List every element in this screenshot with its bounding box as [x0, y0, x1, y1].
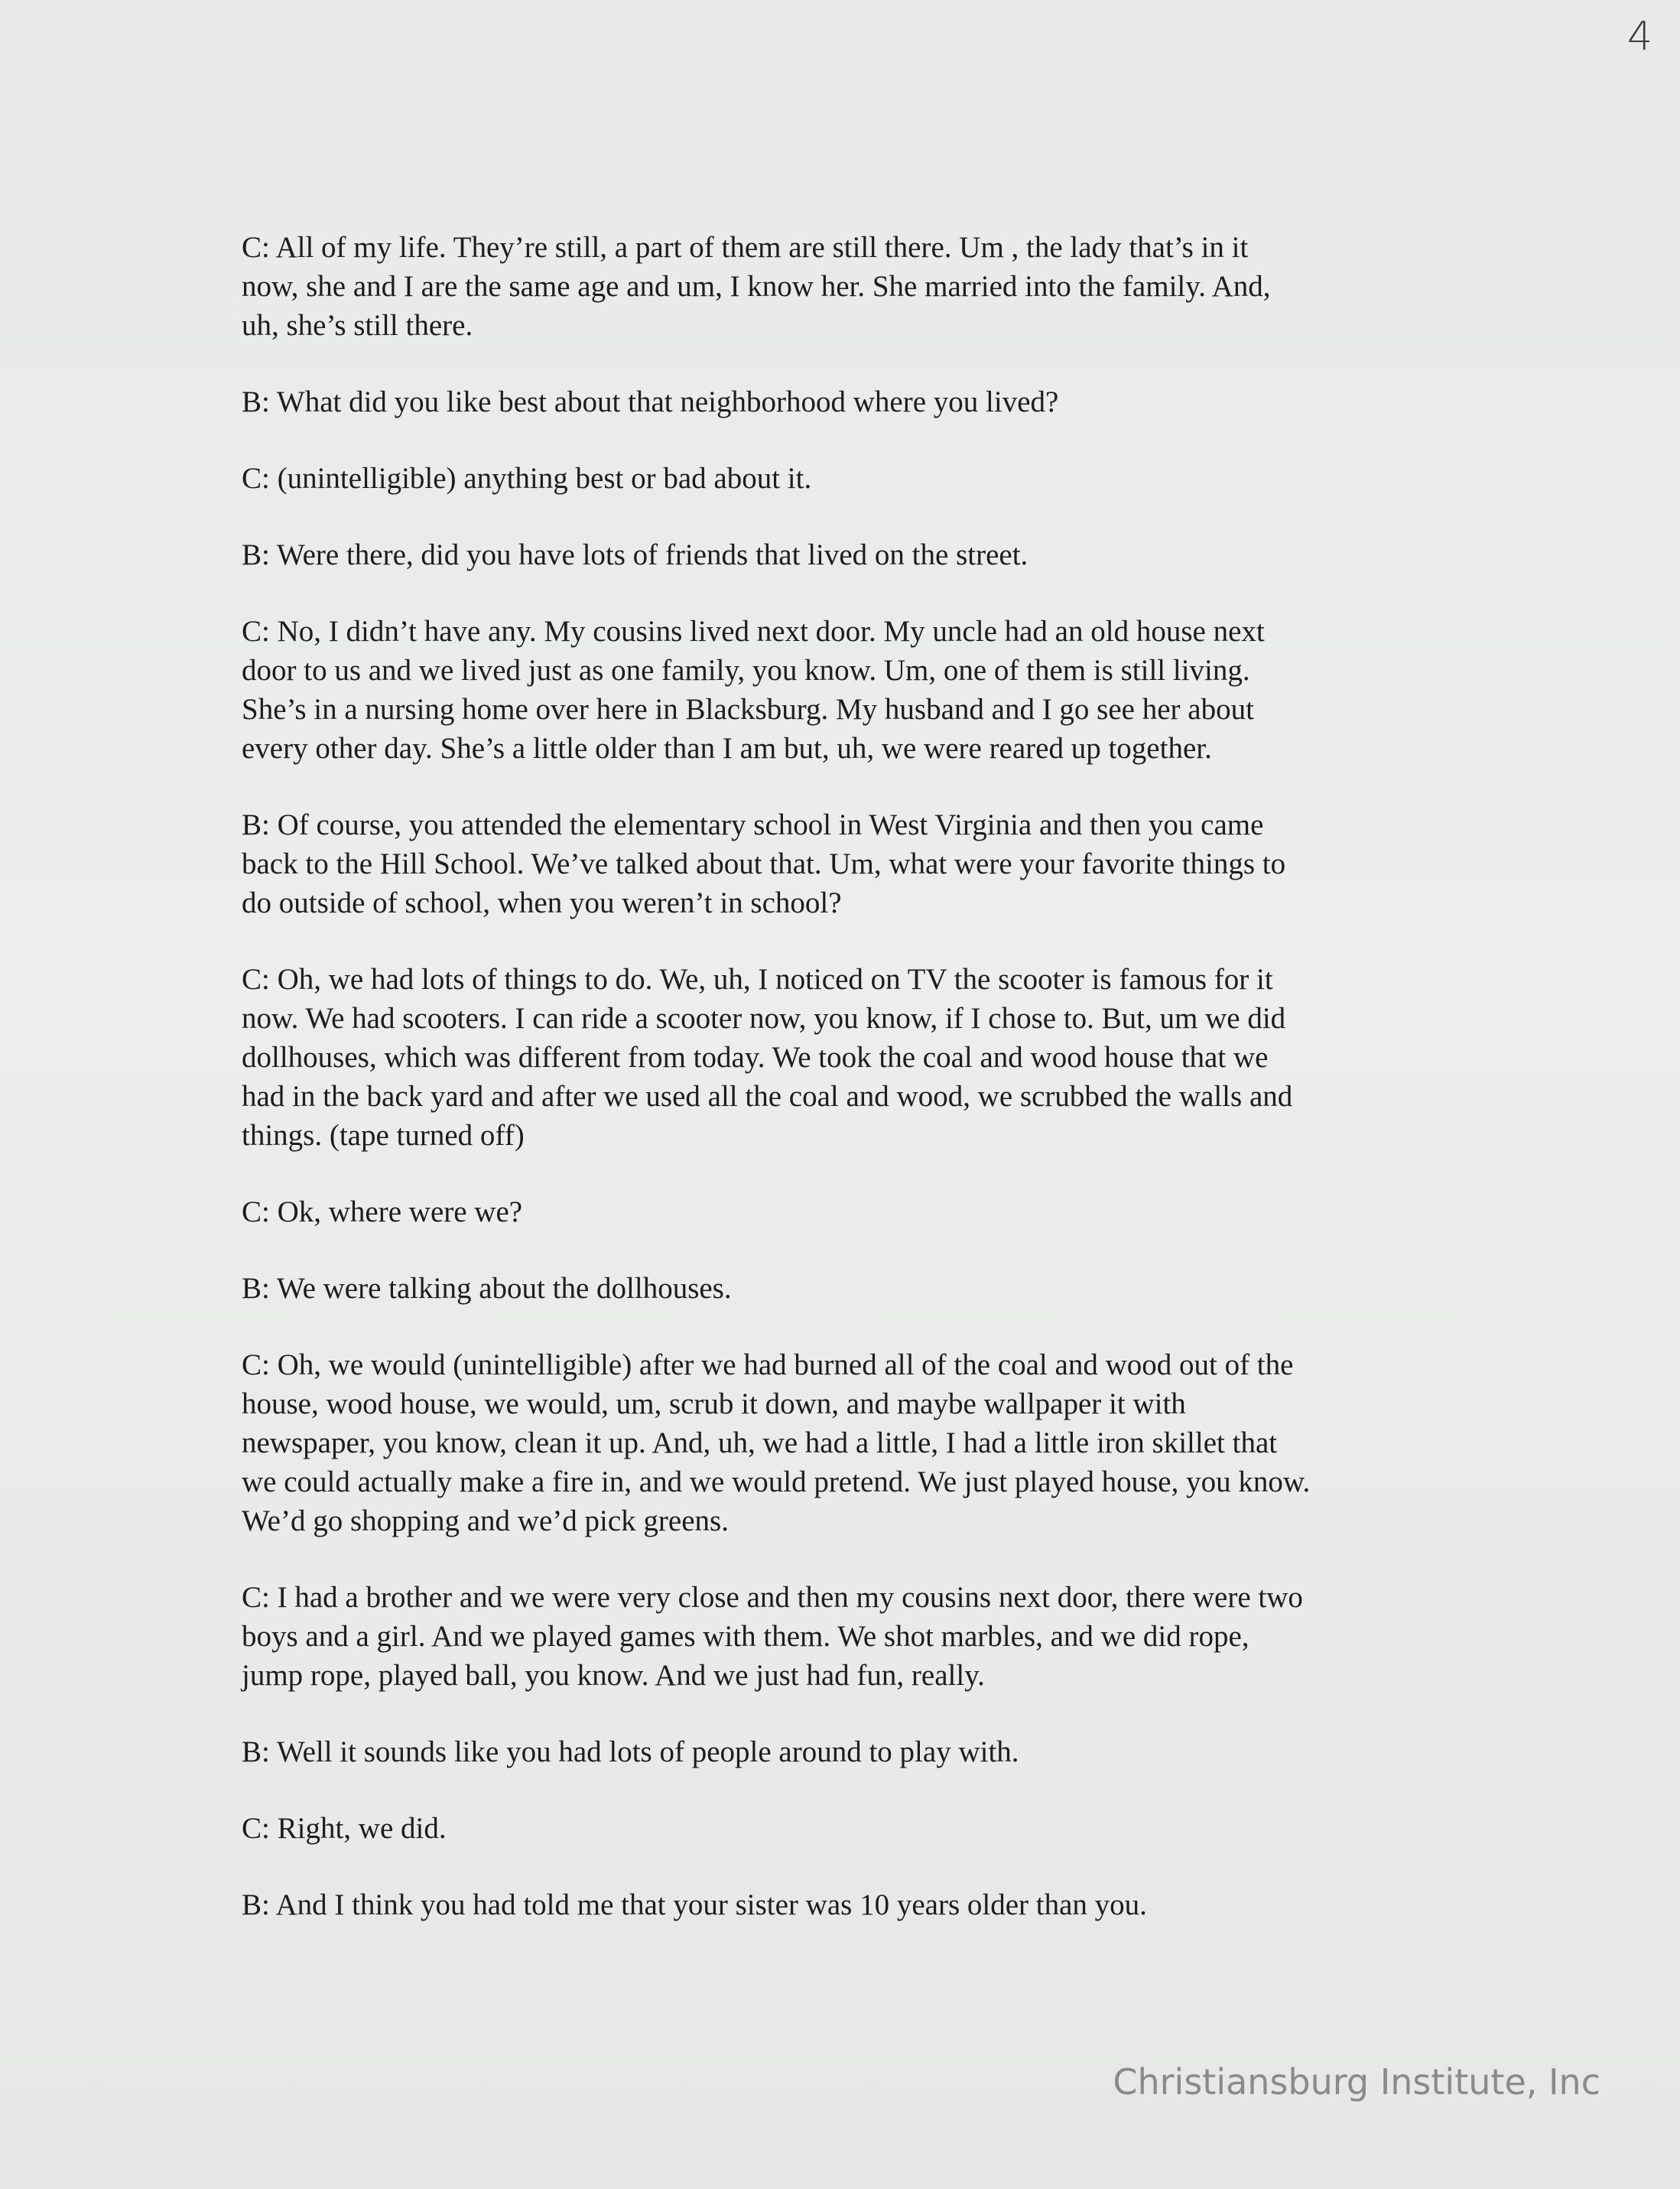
paragraph: [242, 228, 1450, 345]
text-line: house, wood house, we would, um, scrub it down, and maybe wallpaper it with: [242, 1387, 1186, 1420]
text-line: uh, she’s still there.: [242, 309, 473, 342]
text-line: C: I had a brother and we were very close and then my cousins next door, there were two: [242, 1581, 1303, 1614]
text-line: C: Right, we did.: [242, 1812, 447, 1845]
paragraph: [242, 535, 1450, 574]
paragraph: [242, 960, 1450, 1155]
paragraph: [242, 382, 1450, 421]
paragraph: [242, 805, 1450, 922]
paragraph: [242, 1269, 1450, 1308]
text-line: do outside of school, when you weren’t in school?: [242, 886, 842, 919]
text-line: C: (unintelligible) anything best or bad about it.: [242, 462, 812, 495]
watermark: Christiansburg Institute, Inc: [1113, 2061, 1600, 2103]
text-line: C: Oh, we would (unintelligible) after we had burned all of the coal and wood out of the: [242, 1348, 1294, 1381]
paragraph: [242, 1885, 1450, 1924]
text-line: B: And I think you had told me that your sister was 10 years older than you.: [242, 1888, 1147, 1921]
text-line: now, she and I are the same age and um, I know her. She married into the family. And,: [242, 270, 1271, 303]
text-line: C: All of my life. They’re still, a part of them are still there. Um , the lady that’s in it: [242, 231, 1249, 264]
text-line: every other day. She’s a little older than I am but, uh, we were reared up together.: [242, 732, 1212, 765]
paragraph: [242, 1732, 1450, 1771]
text-line: B: What did you like best about that neighborhood where you lived?: [242, 385, 1059, 418]
paragraph: [242, 1578, 1450, 1695]
text-line: boys and a girl. And we played games with them. We shot marbles, and we did rope,: [242, 1620, 1249, 1653]
text-line: We’d go shopping and we’d pick greens.: [242, 1504, 729, 1537]
text-line: B: Of course, you attended the elementary school in West Virginia and then you came: [242, 808, 1264, 841]
text-line: B: Well it sounds like you had lots of people around to play with.: [242, 1735, 1019, 1768]
text-line: jump rope, played ball, you know. And we just had fun, really.: [242, 1659, 985, 1692]
paragraph: [242, 459, 1450, 498]
text-line: C: No, I didn’t have any. My cousins lived next door. My uncle had an old house next: [242, 615, 1265, 648]
page-number: 4: [1627, 14, 1653, 60]
text-line: She’s in a nursing home over here in Blacksburg. My husband and I go see her about: [242, 693, 1254, 726]
paragraph: [242, 1192, 1450, 1231]
text-line: newspaper, you know, clean it up. And, uh, we had a little, I had a little iron skillet that: [242, 1426, 1278, 1459]
text-line: we could actually make a fire in, and we would pretend. We just played house, you know.: [242, 1465, 1311, 1498]
paragraph: [242, 612, 1450, 768]
text-line: B: We were talking about the dollhouses.: [242, 1272, 732, 1305]
transcript-body: [242, 228, 1450, 1962]
text-line: door to us and we lived just as one family, you know. Um, one of them is still living.: [242, 654, 1250, 687]
text-line: dollhouses, which was different from today. We took the coal and wood house that we: [242, 1041, 1269, 1074]
paragraph: [242, 1809, 1450, 1848]
text-line: C: Ok, where were we?: [242, 1195, 523, 1228]
text-line: C: Oh, we had lots of things to do. We, uh, I noticed on TV the scooter is famous for it: [242, 963, 1273, 996]
text-line: had in the back yard and after we used all the coal and wood, we scrubbed the walls and: [242, 1080, 1293, 1113]
text-line: back to the Hill School. We’ve talked about that. Um, what were your favorite things to: [242, 847, 1286, 880]
text-line: B: Were there, did you have lots of friends that lived on the street.: [242, 538, 1028, 571]
text-line: things. (tape turned off): [242, 1119, 525, 1152]
paragraph: [242, 1345, 1450, 1540]
text-line: now. We had scooters. I can ride a scooter now, you know, if I chose to. But, um we did: [242, 1002, 1286, 1035]
